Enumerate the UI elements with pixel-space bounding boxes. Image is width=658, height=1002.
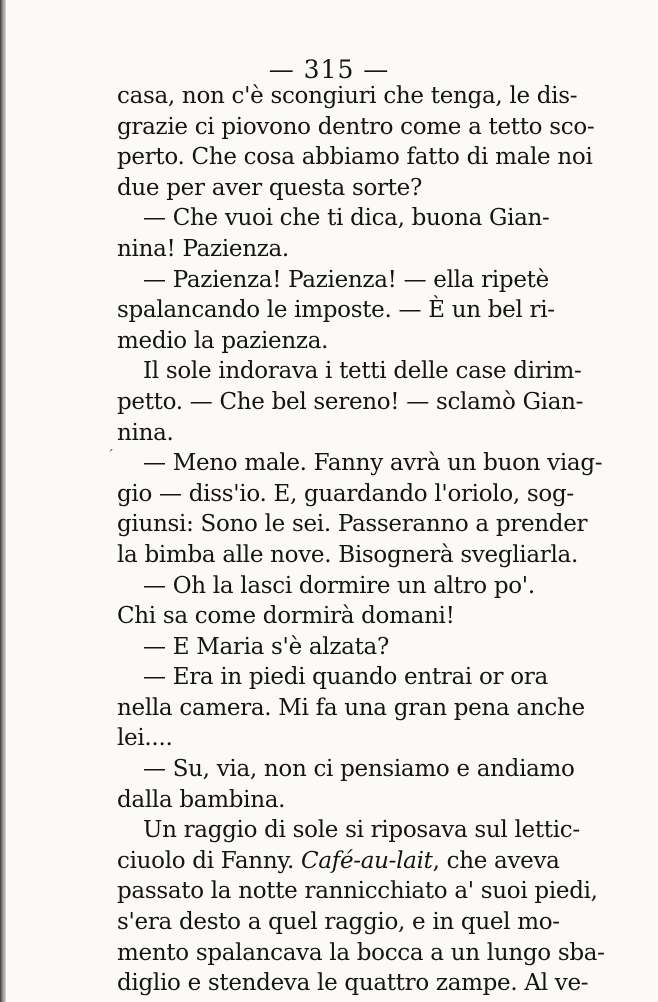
- text-segment: ciuolo di Fanny.: [117, 847, 294, 874]
- text-line: grazie ci piovono dentro come a tetto sco-: [117, 113, 595, 140]
- text-line: — Che vuoi che ti dica, buona Gian-: [143, 205, 550, 232]
- text-line: — Era in piedi quando entrai or ora: [143, 664, 548, 691]
- text-line: petto. — Che bel sereno! — sclamò Gian-: [117, 388, 584, 415]
- text-segment: , che aveva: [432, 847, 560, 874]
- text-line: mento spalancava la bocca a un lungo sba-: [117, 939, 605, 966]
- text-line: spalancando le imposte. — È un bel ri-: [117, 297, 555, 324]
- text-line: due per aver questa sorte?: [117, 174, 422, 201]
- page-number: — 315 —: [268, 55, 390, 84]
- text-line: medio la pazienza.: [117, 327, 329, 354]
- ink-speck: ˊ: [107, 448, 114, 464]
- text-line: Un raggio di sole si riposava sul lettic-: [143, 817, 580, 844]
- text-line: casa, non c'è scongiuri che tenga, le dis-: [117, 83, 578, 109]
- text-line: — Meno male. Fanny avrà un buon viag-: [143, 450, 603, 477]
- text-line: — Oh la lasci dormire un altro po'.: [143, 572, 535, 599]
- text-line: nella camera. Mi fa una gran pena anche: [117, 694, 585, 721]
- text-line: dalla bambina.: [117, 786, 286, 813]
- text-line: Il sole indorava i tetti delle case dirim-: [143, 358, 582, 385]
- text-line: [117, 846, 560, 877]
- text-line: — E Maria s'è alzata?: [143, 633, 389, 660]
- text-line: perto. Che cosa abbiamo fatto di male noi: [117, 144, 593, 171]
- text-line: la bimba alle nove. Bisognerà svegliarla.: [117, 541, 578, 568]
- text-line: — Pazienza! Pazienza! — ella ripetè: [143, 266, 549, 293]
- text-line: s'era desto a quel raggio, e in quel mo-: [117, 909, 560, 936]
- page-edge-shadow: [0, 0, 6, 1002]
- text-line: lei....: [117, 725, 173, 752]
- text-line: gio — diss'io. E, guardando l'oriolo, sog-: [117, 480, 574, 507]
- text-line: — Su, via, non ci pensiamo e andiamo: [143, 756, 575, 783]
- text-line: Chi sa come dormirà domani!: [117, 603, 455, 630]
- text-line: passato la notte rannicchiato a' suoi piedi,: [117, 878, 598, 905]
- italic-title: Café-au-lait: [301, 847, 433, 874]
- text-line: giunsi: Sono le sei. Passeranno a prender: [117, 511, 588, 538]
- text-line: nina.: [117, 419, 174, 446]
- text-line: diglio e stendeva le quattro zampe. Al ve-: [117, 970, 589, 997]
- body-text: [117, 81, 605, 999]
- text-line: nina! Pazienza.: [117, 235, 289, 262]
